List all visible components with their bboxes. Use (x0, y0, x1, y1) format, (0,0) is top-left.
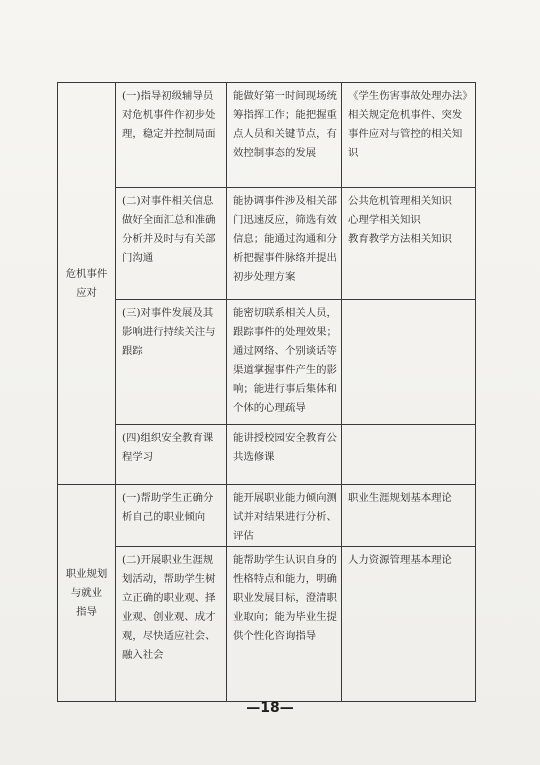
category-cell-career: 职业规划 与就业 指导 (58, 485, 116, 702)
table-row (58, 485, 476, 547)
knowledge-cell (342, 300, 476, 425)
work-item-cell: (一)指导初级辅导员对危机事件作初步处理，稳定并控制局面 (116, 83, 227, 188)
work-item-cell: (一)帮助学生正确分析自己的职业倾向 (116, 485, 227, 547)
skill-cell: 能帮助学生认识自身的性格特点和能力，明确职业发展目标，澄清职业取向；能为毕业生提供个性化咨询指导 (227, 547, 342, 702)
work-item-cell: (四)组织安全教育课程学习 (116, 425, 227, 485)
work-item-cell: (三)对事件发展及其影响进行持续关注与跟踪 (116, 300, 227, 425)
skill-cell: 能开展职业能力倾向测试并对结果进行分析、评估 (227, 485, 342, 547)
table-row (58, 425, 476, 485)
skill-cell: 能做好第一时间现场统筹指挥工作；能把握重点人员和关键节点，有效控制事态的发展 (227, 83, 342, 188)
knowledge-cell: 公共危机管理相关知识 心理学相关知识 教育教学方法相关知识 (342, 188, 476, 300)
knowledge-cell: 职业生涯规划基本理论 (342, 485, 476, 547)
work-item-cell: (二)开展职业生涯规划活动，帮助学生树立正确的职业观、择业观、创业观、成才观，尽快适应社会、融入社会 (116, 547, 227, 702)
work-item-cell: (二)对事件相关信息做好全面汇总和准确分析并及时与有关部门沟通 (116, 188, 227, 300)
table-row (58, 547, 476, 702)
competency-table (57, 82, 476, 702)
table-row (58, 300, 476, 425)
table-row (58, 83, 476, 188)
skill-cell: 能协调事件涉及相关部门迅速反应，筛选有效信息；能通过沟通和分析把握事件脉络并提出初步处理方案 (227, 188, 342, 300)
table-row (58, 188, 476, 300)
skill-cell: 能讲授校园安全教育公共选修课 (227, 425, 342, 485)
skill-cell: 能密切联系相关人员，跟踪事件的处理效果；通过网络、个别谈话等渠道掌握事件产生的影响；能进行事后集体和个体的心理疏导 (227, 300, 342, 425)
knowledge-cell: 人力资源管理基本理论 (342, 547, 476, 702)
category-cell-crisis: 危机事件 应对 (58, 83, 116, 485)
knowledge-cell: 《学生伤害事故处理办法》相关规定危机事件、突发事件应对与管控的相关知识 (342, 83, 476, 188)
knowledge-cell (342, 425, 476, 485)
page-number: —18— (246, 700, 294, 716)
